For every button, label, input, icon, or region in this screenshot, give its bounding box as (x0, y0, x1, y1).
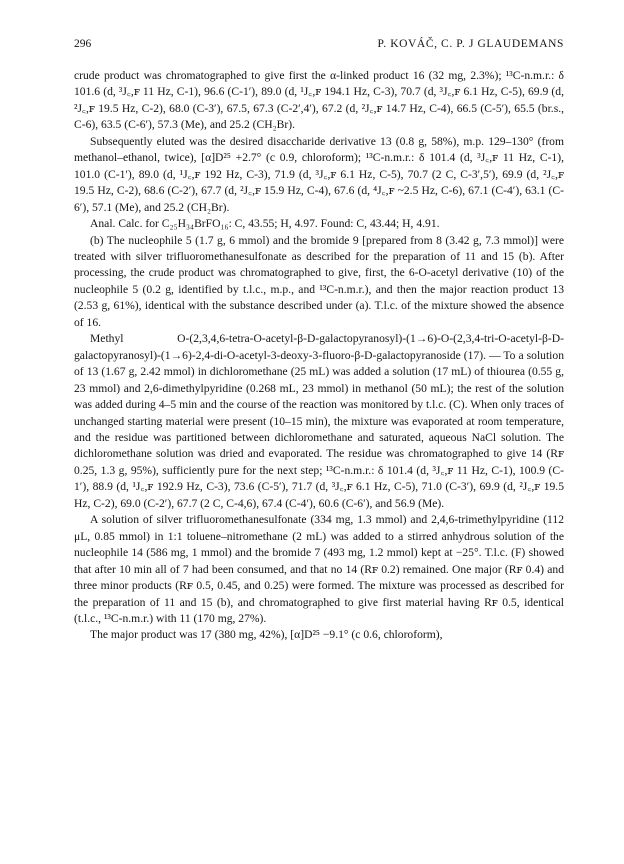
page-header (74, 36, 564, 52)
running-head: P. KOVÁČ, C. P. J GLAUDEMANS (377, 38, 564, 50)
paragraph-disaccharide-13: Subsequently eluted was the desired disaccharide derivative 13 (0.8 g, 58%), m.p. 129–130° (from methanol–ethanol, twice), [α]D²⁵ +2.7° (c 0.9, chloroform); ¹³C-n.m.r.: δ 101.4 (d, ³J꜀,ꜰ 11 Hz, C-1), 101.0 (C-1′), 89.0 (d, ¹J꜀,ꜰ 192 Hz, C-3), 71.9 (d, ³J꜀,ꜰ 6.1 Hz, C-5), 70.7 (2 C, C-3′,5′), 69.9 (d, ²J꜀,ꜰ 19.5 Hz, C-2), 68.6 (C-2′), 67.7 (d, ²J꜀,ꜰ 15.9 Hz, C-4), 67.6 (d, ⁴J꜀,ꜰ ~2.5 Hz, C-6), 67.1 (C-4′), 63.1 (C-6′), 57.1 (Me), and 25.2 (CH₂Br). (74, 134, 564, 214)
paragraph-major-product: The major product was 17 (380 mg, 42%), [α]D²⁵ −9.1° (c 0.6, chloroform), (90, 628, 443, 642)
paragraph-glycosylation: A solution of silver trifluoromethanesulfonate (334 mg, 1.3 mmol) and 2,4,6-trimethylpyridine (112 μL, 0.85 mmol) in 1:1 toluene–nitromethane (2 mL) was added to a stirred anhydrous solution of the nucleophile 14 (586 mg, 1 mmol) and the bromide 7 (493 mg, 1.2 mmol) kept at −25°. T.l.c. (F) showed that after 10 min all of 7 had been consumed, and that no 14 (Rꜰ 0.2) remained. One major (Rꜰ 0.4) and three minor products (Rꜰ 0.5, 0.45, and 0.25) were formed. The mixture was processed as described for the preparation of 11 and 15 (b), and chromatographed to give first material having Rꜰ 0.5, identical (t.l.c., ¹³C-n.m.r.) with 11 (170 mg, 27%). (74, 513, 564, 625)
paragraph-alpha-product-16: crude product was chromatographed to give first the α-linked product 16 (32 mg, 2.3%); ¹³C-n.m.r.: δ 101.6 (d, ³J꜀,ꜰ 11 Hz, C-1), 96.6 (C-1′), 89.0 (d, ¹J꜀,ꜰ 194.1 Hz, C-3), 70.7 (d, ³J꜀,ꜰ 6.1 Hz, C-5), 69.9 (d, ²J꜀,ꜰ 19.5 Hz, C-2), 68.0 (C-3′), 67.5, 67.3 (C-2′,4′), 67.2 (d, ²J꜀,ꜰ 14.7 Hz, C-4), 66.5 (C-5′), 65.5 (br.s., C-6), 63.5 (C-6′), 57.3 (Me), and 25.2 (CH₂Br). (74, 69, 564, 132)
paragraph-method-b: (b) The nucleophile 5 (1.7 g, 6 mmol) and the bromide 9 [prepared from 8 (3.42 g, 7.3 mmol)] were treated with silver trifluoromethanesulfonate as described for the preparation of 11 and 15 (b). After processing, the crude product was chromatographed to give, first, the 6-O-acetyl derivative (10) of the nucleophile 5 (0.2 g, identified by t.l.c., m.p., and ¹³C-n.m.r.), and then the major reaction product 13 (2.53 g, 61%), identical with the substance described under (a). T.l.c. of the mixture showed the absence of 16. (74, 233, 564, 329)
body-text (74, 68, 564, 644)
paragraph-compound-17-prep: Methyl O-(2,3,4,6-tetra-O-acetyl-β-D-galactopyranosyl)-(1→6)-O-(2,3,4-tri-O-acetyl-β-D-galactopyranosyl)-(1→6)-2,4-di-O-acetyl-3-deoxy-3-fluoro-β-D-galactopyranoside (17). — To a solution of 13 (1.67 g, 2.42 mmol) in dichloromethane (25 mL) was added a solution (17 mL) of thiourea (0.55 g, 23 mmol) and 2,6-dimethylpyridine (0.268 mL, 23 mmol) in methanol (50 mL); the rest of the solution was added during 4–5 min and the course of the reaction was monitored by t.l.c. (C). When only traces of unchanged starting material were present (10–15 min), the mixture was evaporated at room temperature, and the residue was partitioned between dichloromethane and saturated, aqueous NaCl solution. The dichloromethane solution was dried and evaporated. The residue was chromatographed to give 14 (Rꜰ 0.25, 1.3 g, 95%), sufficiently pure for the next step; ¹³C-n.m.r.: δ 101.4 (d, ³J꜀,ꜰ 11 Hz, C-1), 100.9 (C-1′), 88.9 (d, ¹J꜀,ꜰ 192.9 Hz, C-3), 73.6 (C-5′), 71.7 (d, ³J꜀,ꜰ 6.1 Hz, C-5), 71.0 (C-3′), 69.9 (d, ²J꜀,ꜰ 19.5 Hz, C-2), 69.0 (C-2′), 67.7 (2 C, C-4,6), 67.4 (C-4′), 60.6 (C-6′), and 56.9 (Me). (74, 332, 564, 510)
paragraph-analysis: Anal. Calc. for C₂₅H₃₄BrFO₁₆: C, 43.55; H, 4.97. Found: C, 43.44; H, 4.91. (90, 217, 440, 231)
page-number: 296 (74, 38, 92, 50)
